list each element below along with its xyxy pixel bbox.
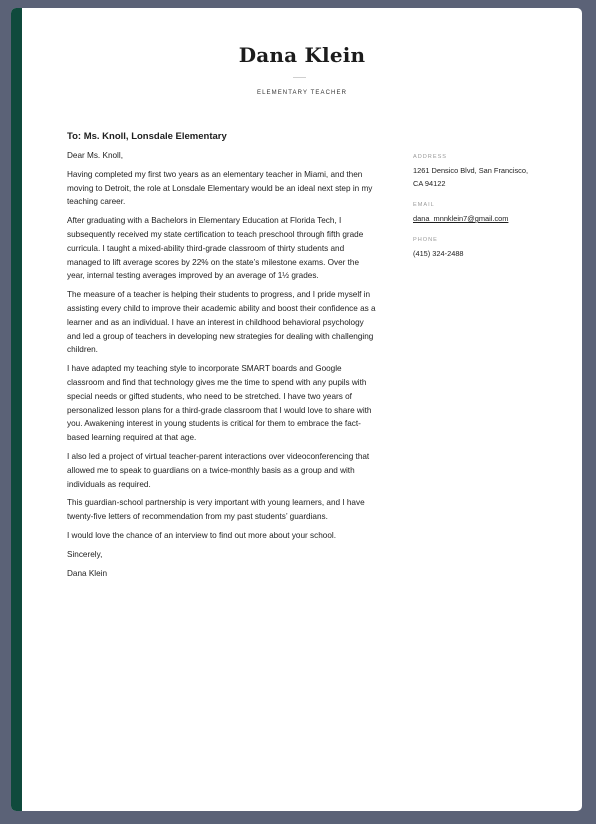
accent-stripe: [11, 8, 22, 811]
job-title: ELEMENTARY TEACHER: [256, 90, 348, 96]
address-label: ADDRESS: [413, 154, 448, 160]
address-block: [413, 153, 563, 190]
title-divider: [293, 77, 306, 78]
recipient: To: Ms. Knoll, Lonsdale Elementary: [67, 131, 227, 142]
closing: Sincerely,: [67, 549, 103, 559]
paragraph: This guardian-school partnership is very important with young learners, and I have twenty-five letters of recommendation from my past students’ guardians.: [67, 498, 365, 522]
paragraph: I have adapted my teaching style to incorporate SMART boards and Google classroom and find that technology gives me the time to spend with any pupils with special needs or gifted students, who need to be stretched. I have two years of personalized lesson plans for a third-grade classroom that I would love to share with you. Awakening interest in young students is critical for them to embrace the fact-based learning required at that age.: [67, 364, 372, 443]
paragraph: Having completed my first two years as an elementary teacher in Miami, and then moving to Detroit, the role at Lonsdale Elementary would be an ideal next step in my teaching career.: [67, 169, 373, 207]
phone-label: PHONE: [413, 237, 438, 243]
paragraph: I also led a project of virtual teacher-parent interactions over videoconferencing that allowed me to speak to guardians on a twice-monthly basis as a group and with individuals as required.: [67, 451, 370, 489]
paragraph: I would love the chance of an interview to find out more about your school.: [67, 530, 336, 540]
letter-body: [67, 130, 379, 585]
page-title: Dana Klein: [238, 43, 366, 67]
email-block: [413, 201, 563, 225]
contact-sidebar: [413, 153, 563, 271]
address-line: CA 94122: [413, 179, 446, 188]
email-link[interactable]: dana_mnnklein7@gmail.com: [413, 214, 509, 223]
signature: Dana Klein: [67, 568, 108, 578]
paragraph: After graduating with a Bachelors in Elementary Education at Florida Tech, I subsequently received my state certification to teach preschool through fifth grade curricula. I taught a mixed-ability third-grade classroom of thirty students and managed to lift average scores by 22% on the state’s milestone exams. Over the year, internal testing averages improved by an average of 1½ grades.: [67, 216, 364, 281]
paragraph: The measure of a teacher is helping their students to progress, and I pride myself in assisting every child to improve their academic ability and boost their confidence as a learner and as an individual. I have an interest in childhood behavioral psychology and led a group of teachers in developing new strategies for dealing with challenging children.: [67, 290, 376, 355]
address-line: 1261 Densico Blvd, San Francisco,: [413, 166, 529, 175]
salutation: Dear Ms. Knoll,: [67, 151, 123, 160]
email-label: EMAIL: [413, 202, 435, 208]
resume-page: [11, 8, 582, 811]
phone-block: [413, 236, 563, 260]
phone-number: (415) 324-2488: [413, 249, 464, 258]
